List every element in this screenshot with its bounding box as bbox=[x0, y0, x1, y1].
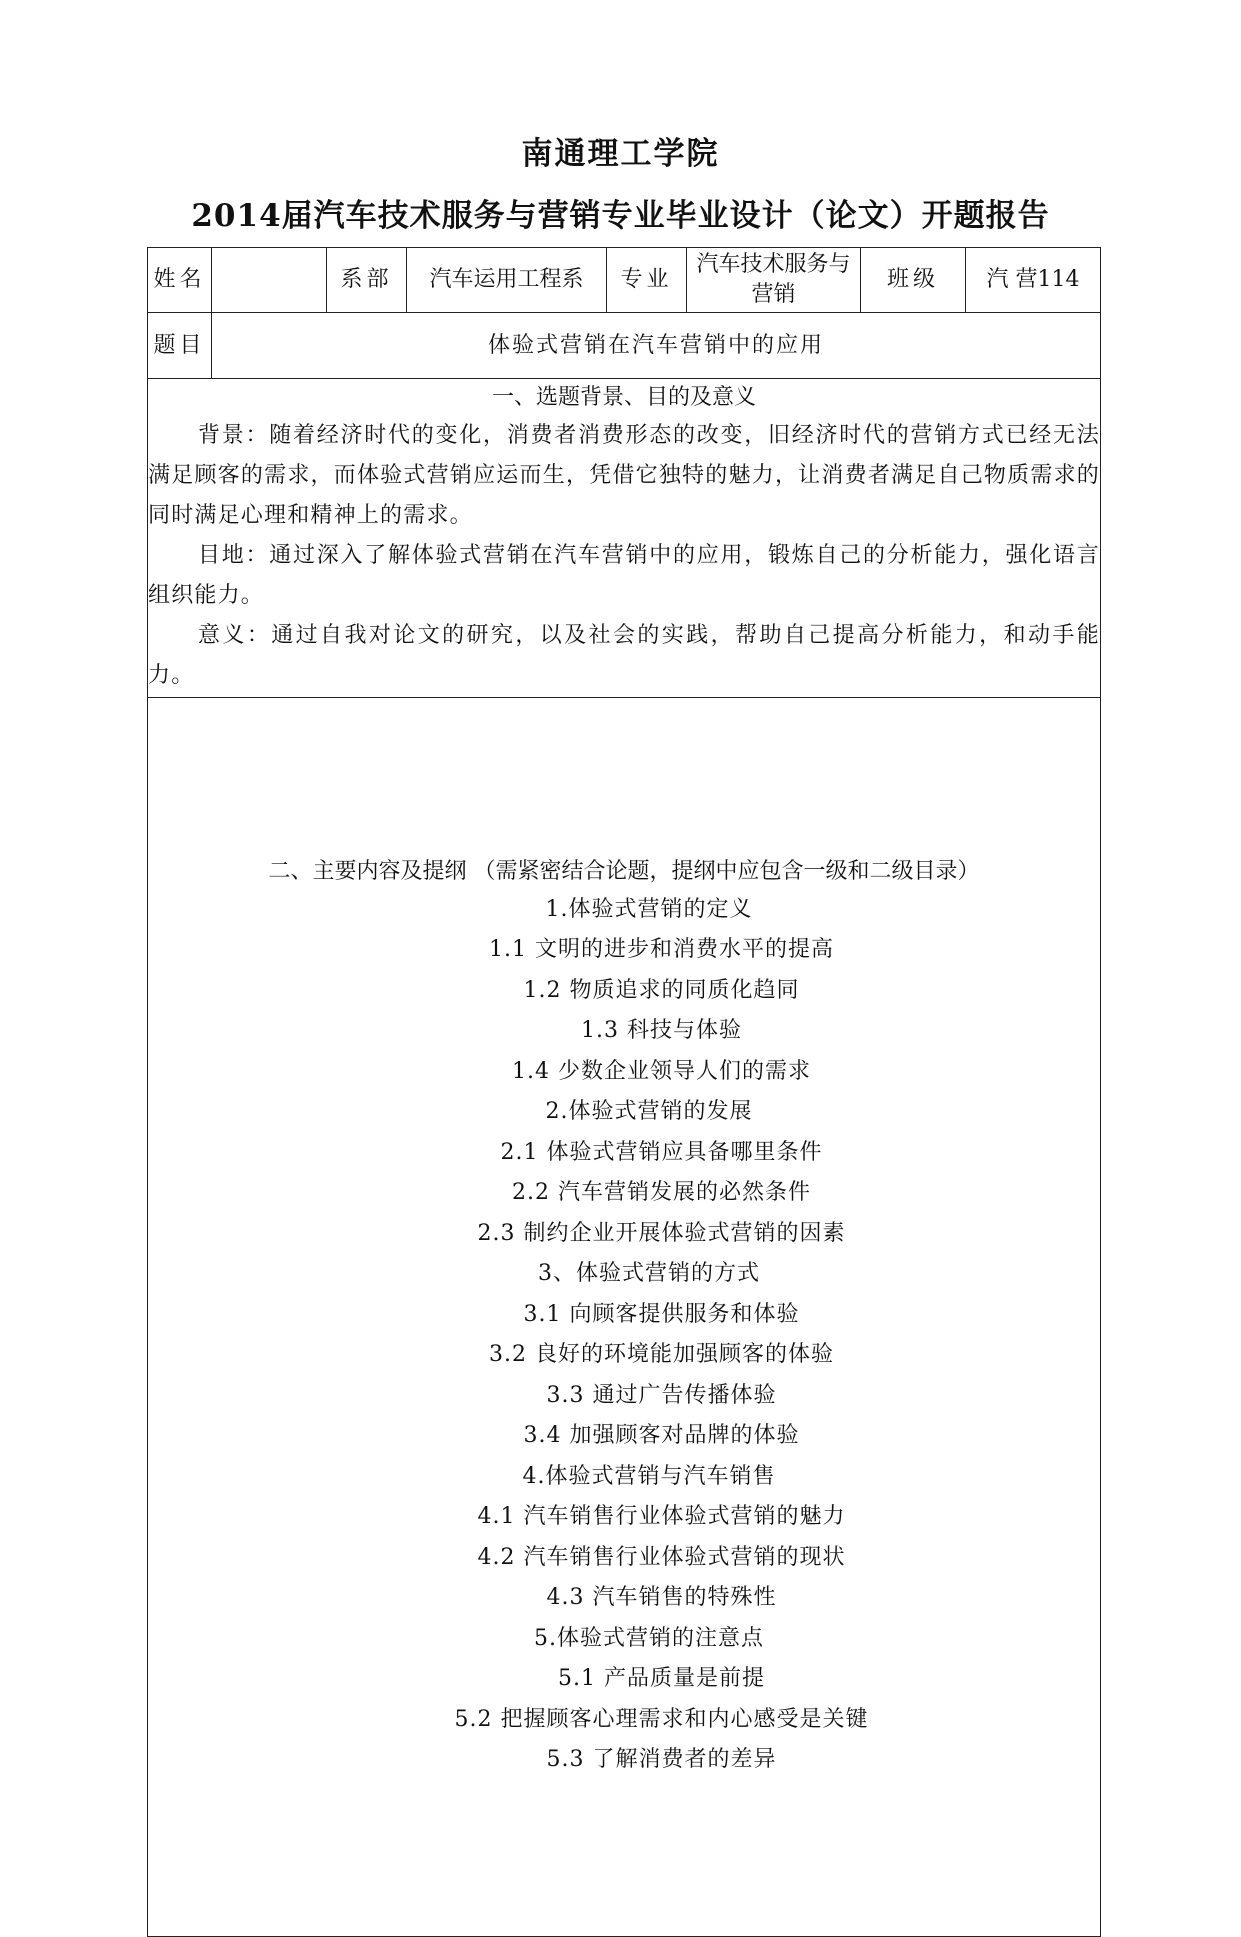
outline-subitem: 1.2 物质追求的同质化趋同 bbox=[523, 977, 800, 1003]
outline-subitem: 5.3 了解消费者的差异 bbox=[546, 1747, 777, 1772]
class-label: 班级 bbox=[861, 248, 966, 313]
outline-chapter: 2.体验式营销的发展 bbox=[545, 1099, 753, 1124]
outline-list bbox=[148, 890, 1100, 1781]
name-label: 姓名 bbox=[148, 248, 212, 313]
outline-row bbox=[148, 698, 1101, 1937]
background-section bbox=[148, 379, 1101, 698]
outline-subitem: 5.1 产品质量是前提 bbox=[558, 1666, 765, 1691]
outline-subitem: 3.2 良好的环境能加强顾客的体验 bbox=[489, 1342, 834, 1367]
topic-row bbox=[148, 313, 1101, 379]
outline-section bbox=[148, 698, 1101, 1937]
report-title: 2014届汽车技术服务与营销专业毕业设计（论文）开题报告 bbox=[191, 198, 1050, 234]
outline-subitem: 1.3 科技与体验 bbox=[581, 1018, 742, 1043]
major-value: 汽车技术服务与营销 bbox=[687, 248, 861, 313]
outline-subitem: 4.3 汽车销售的特殊性 bbox=[546, 1585, 777, 1610]
topic-label: 题目 bbox=[148, 313, 212, 379]
outline-subitem: 5.2 把握顾客心理需求和内心感受是关键 bbox=[454, 1706, 869, 1732]
proposal-form-table bbox=[147, 247, 1101, 1937]
outline-chapter: 5.体验式营销的注意点 bbox=[534, 1625, 764, 1651]
section2-heading: 二、主要内容及提纲 （需紧密结合论题，提纲中应包含一级和二级目录） bbox=[268, 858, 980, 884]
outline-chapter: 1.体验式营销的定义 bbox=[545, 896, 753, 922]
outline-chapter: 3、体验式营销的方式 bbox=[538, 1261, 760, 1286]
outline-chapter: 4.体验式营销与汽车销售 bbox=[522, 1463, 776, 1489]
info-row bbox=[148, 248, 1101, 313]
topic-value: 体验式营销在汽车营销中的应用 bbox=[212, 313, 1101, 379]
school-name: 南通理工学院 bbox=[521, 136, 720, 172]
outline-subitem: 4.1 汽车销售行业体验式营销的魅力 bbox=[477, 1504, 846, 1529]
outline-subitem: 1.4 少数企业领导人们的需求 bbox=[512, 1058, 811, 1084]
background-row bbox=[148, 379, 1101, 698]
outline-subitem: 4.2 汽车销售行业体验式营销的现状 bbox=[477, 1544, 846, 1570]
outline-subitem: 3.1 向顾客提供服务和体验 bbox=[523, 1301, 800, 1327]
purpose-paragraph: 目地：通过深入了解体验式营销在汽车营销中的应用，锻炼自己的分析能力，强化语言组织能力。 bbox=[148, 543, 1100, 608]
section1-heading: 一、选题背景、目的及意义 bbox=[491, 385, 756, 410]
outline-subitem: 3.4 加强顾客对品牌的体验 bbox=[523, 1423, 800, 1448]
name-value bbox=[212, 248, 327, 313]
outline-subitem: 2.3 制约企业开展体验式营销的因素 bbox=[477, 1220, 846, 1246]
class-value: 汽 营114 bbox=[966, 248, 1101, 313]
department-label: 系部 bbox=[327, 248, 407, 313]
outline-subitem: 2.2 汽车营销发展的必然条件 bbox=[512, 1180, 811, 1205]
outline-subitem: 3.3 通过广告传播体验 bbox=[546, 1382, 777, 1408]
background-paragraph: 背景：随着经济时代的变化，消费者消费形态的改变，旧经济时代的营销方式已经无法满足顾客的需求，而体验式营销应运而生，凭借它独特的魅力，让消费者满足自己物质需求的同时满足心理和精神上的需求。 bbox=[148, 423, 1100, 528]
outline-subitem: 1.1 文明的进步和消费水平的提高 bbox=[489, 937, 834, 962]
significance-paragraph: 意义：通过自我对论文的研究，以及社会的实践，帮助自己提高分析能力，和动手能力。 bbox=[148, 623, 1100, 688]
outline-subitem: 2.1 体验式营销应具备哪里条件 bbox=[500, 1139, 823, 1165]
major-label: 专业 bbox=[607, 248, 687, 313]
department-value: 汽车运用工程系 bbox=[407, 248, 607, 313]
